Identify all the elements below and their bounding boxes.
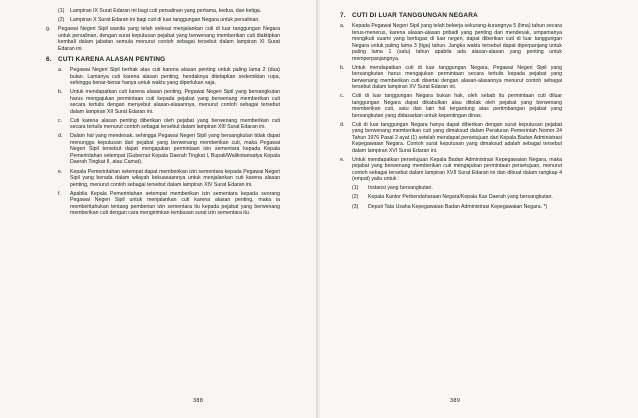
sub-list-item xyxy=(352,204,562,211)
item-text: Kepala Kantor Perbendaharaan Negara/Kepala Kas Daerah yang bersangkutan. xyxy=(368,194,553,201)
section-title: CUTI DI LUAR TANGGUNGAN NEGARA xyxy=(352,12,478,19)
list-item xyxy=(58,67,280,87)
item-text: Pegawai Negeri Sipil wanita yang telah selesai menjalankan cuti di luar tanggungan Negara untuk persalinan, dengan surat keputusan pejabat yang berwenang memberikan cuti diaktipkan kembali dalam jabatan semula menurut contoh sebagai tersebut dalam lampiran XI Surat Edaran ini. xyxy=(58,26,280,52)
item-label: (3) xyxy=(352,203,359,210)
section-number: 6. xyxy=(46,56,52,64)
item-label: (1) xyxy=(58,8,65,14)
page-number: 389 xyxy=(450,398,461,404)
item-text: Apabila Kepala Pemerintahan setempat memberikan izin sementara kepada seorang Pegawai Negeri Sipil untuk menjalankan cuti karena alasan penting, maka ia memberitahukan tentang pemberian izin sementara itu kepada pejabat yang berwenang memberikan cuti dengan cara mengirimkan tembusan surat izin sementara itu. xyxy=(70,190,280,217)
list-item xyxy=(58,89,280,115)
item-text: Kepala Pemerintahan setempat dapat memberikan izin sementara kepada Pegawai Negeri Sipil yang berada dalam wilayah kekuasaannya untuk menjalankan cuti karena alasan penting, menurut contoh sebagai tersebut dalam lampiran XIV Surat Edaran ini. xyxy=(70,168,280,188)
item-label: b. xyxy=(340,64,345,71)
item-label: (1) xyxy=(352,184,359,191)
item-label: c. xyxy=(340,93,345,100)
item-label: (2) xyxy=(352,194,359,201)
item-label: a. xyxy=(340,23,345,29)
sub-list-item xyxy=(352,194,562,201)
list-item xyxy=(58,169,280,189)
left-page xyxy=(0,0,318,418)
lampiran-x-item xyxy=(58,17,280,24)
left-page-text-column xyxy=(46,8,280,219)
item-label: b. xyxy=(58,89,63,96)
list-item xyxy=(58,191,280,217)
lampiran-ix-item xyxy=(58,8,280,15)
item-label: a. xyxy=(58,67,63,74)
item-g xyxy=(46,26,280,52)
right-page-text-column xyxy=(340,8,562,213)
list-item xyxy=(340,65,562,91)
page-number: 388 xyxy=(193,398,204,404)
item-text: Cuti karena alasan penting diberikan oleh pejabat yang berwenang memberikan cuti secara tertulis menurut contoh sebagai tersebut dalam lampiran XIII Surat Edaran ini. xyxy=(70,117,280,131)
item-text: Untuk mendapatkan cuti di luar tanggungan Negara, Pegawai Negeri Sipil yang bersangkutan harus mengajukan permintaan secara tertulis kepada pejabat yang berwenang memberikan cuti disertai dengan alasan-alasannya menurut contoh sebagai tersebut dalam lampiran XV Surat Edaran ini. xyxy=(352,64,562,91)
item-text: Dalam hal yang mendesak, sehingga Pegawai Negeri Sipil yang bersangkutan tidak dapat menunggu keputusan dari pejabat yang berwenang memberikan cuti, maka Pegawai Negeri Sipil tersebut dapat mengajukan permintaan izin sementara kepada Kepala Pemerintahan setempat (Gubernur Kepala Daerah Tingkat I, Bupati/Walikotamadya Kepala Daerah Tingkat II, atau Camat). xyxy=(70,133,280,166)
item-text: Cuti di luar tanggungan Negara hanya dapat diberikan dengan surat keputusan pejabat yang berwenang memberikan cuti yang dimaksud dalam Peraturan Pemerintah Nomor 24 Tahun 1976 Pasal 2 ayat (1) setelah mendapat persetujuan dari Kepala Badan Administrasi Kepegawaian Negara. Contoh surat keputusan yang dimaksud adalah sebagai tersebut dalam lampiran XVI Surat Edaran ini. xyxy=(352,121,562,154)
item-text: Lampiran IX Surat Edaran ini bagi cuti persalinan yang pertama, kedua, dan ketiga. xyxy=(70,8,262,14)
item-label: e. xyxy=(58,168,63,175)
item-label: f. xyxy=(58,190,61,197)
item-label: d. xyxy=(340,121,345,128)
list-item xyxy=(340,157,562,211)
list-item xyxy=(340,93,562,119)
item-label: g. xyxy=(46,26,51,33)
item-text: Untuk mendapatkan persetujuan Kepala Badan Administrasi Kepegawaian Negara, maka pejabat yang berwenang memberikan cuti mengajukan permintaan persetujuan, menurut contoh sebagai tersebut dalam lampiran XVII Surat Edaran ini dan dibuat dalam rangkap 4 (empat) yaitu untuk : xyxy=(352,156,562,183)
item-text: Untuk mendapatkan cuti karena alasan penting, Pegawai Negeri Sipil yang bersangkutan harus mengajukan permintaan cuti kepada pejabat yang berwenang memberikan cuti secara tertulis dengan menyebut alasan-alasannya, menurut contoh sebagai tersebut dalam lampiran XII Surat Edaran ini. xyxy=(70,89,280,115)
list-item xyxy=(58,118,280,131)
list-item xyxy=(58,133,280,166)
item-label: d. xyxy=(58,133,63,140)
right-page xyxy=(320,0,638,418)
section-7-heading xyxy=(340,12,562,20)
list-item xyxy=(340,122,562,155)
list-item xyxy=(340,23,562,62)
sub-list-item xyxy=(352,185,562,192)
item-text: Deputi Tata Usaha Kepegawaian Badan Administrasi Kepegawaian Negara. *) xyxy=(368,203,548,210)
item-text: Kepada Pegawai Negeri Sipil yang telah bekerja sekurang-kurangnya 5 (lima) tahun secara terus-menerus, karena alasan-alasan pribadi yang penting dan mendesak, umpamanya mengikuti suami yang bertugas di luar negeri, dapat diberikan cuti di luar tanggungan Negara untuk paling lama 3 (tiga) tahun. Jangka waktu tersebut dapat diperpanjang untuk paling lama 1 (satu) tahun apabila ada alasan-alasan yang penting untuk memperpanjangnya. xyxy=(352,23,562,62)
section-title: CUTI KARENA ALASAN PENTING xyxy=(58,56,166,64)
section-6-heading xyxy=(46,56,280,64)
item-text: Instansi yang bersangkutan. xyxy=(368,184,433,191)
item-label: e. xyxy=(340,156,345,163)
item-text: Cuti di luar tanggungan Negara bukan hak, oleh sebab itu permintaan cuti diluar tanggungan Negara dapat dikabulkan atau ditolak oleh pejabat yang berwenang memberikan cuti, satu dan lain hal tergantung atas pertimbangan pejabat yang bersangkutan yang didasarkan untuk kepentingan dinas. xyxy=(352,93,562,119)
item-text: Pegawai Negeri Sipil berhak atas cuti karena alasan penting untuk paling lama 2 (dua) bulan. Lamanya cuti karena alasan penting, hendaknya ditetapkan sedemikian rupa, sehingga benar-benar hanya untuk waktu yang diperlukan saja. xyxy=(70,67,280,87)
item-text: Lampiran X Surat Edaran ini bagi cuti di luar tanggungan Negara untuk persalinan. xyxy=(70,17,260,24)
item-label: c. xyxy=(58,117,63,124)
section-number: 7. xyxy=(340,12,346,19)
item-label: (2) xyxy=(58,17,65,24)
